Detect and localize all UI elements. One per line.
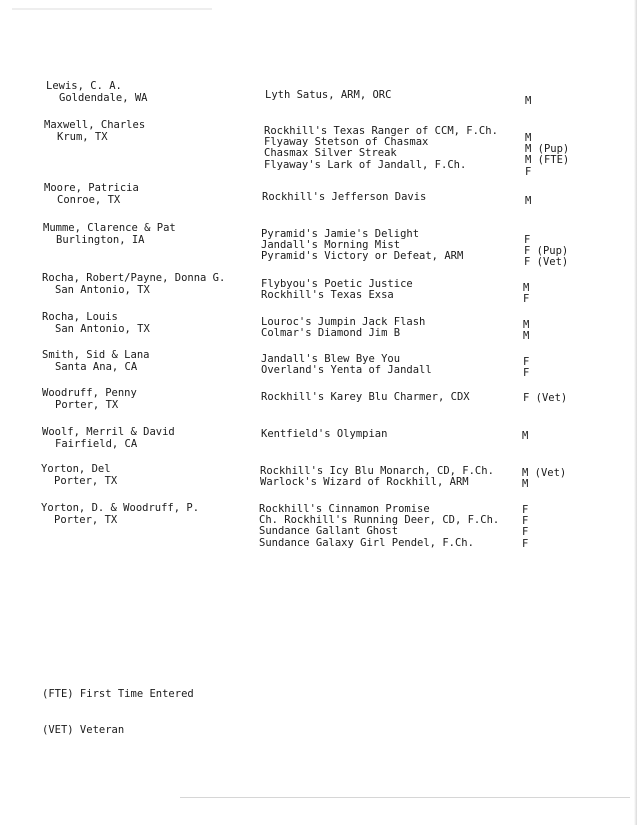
dog-sex: F (Vet) [523,392,568,404]
owner-city: Krum, TX [57,131,108,143]
dog-sex: F [522,515,529,528]
dog-name: Overland's Yenta of Jandall [261,364,432,377]
dog-list [262,192,426,203]
dog-list [261,354,432,376]
dog-name: Lyth Satus, ARM, ORC [265,89,392,101]
owner-name: Moore, Patricia [44,182,139,194]
owner [41,463,117,487]
owner-city: Porter, TX [54,514,118,526]
dog-name: Rockhill's Karey Blu Charmer, CDX [261,391,470,403]
owner [43,222,176,246]
owner [42,387,137,411]
owner-city: Santa Ana, CA [55,361,138,373]
dog-sex: F [523,367,530,380]
dog-name: Pyramid's Victory or Defeat, ARM [261,250,464,263]
sex-list [523,320,529,342]
dog-name: Pyramid's Jamie's Delight [261,228,420,240]
dog-list [259,504,499,549]
sex-list [525,133,569,178]
dog-list [261,229,463,263]
dog-sex: M [525,132,532,144]
scan-artifact [12,8,212,10]
dog-list [261,317,425,339]
owner-city: Goldendale, WA [59,92,148,104]
dog-sex: F [523,293,530,306]
dog-name: Colmar's Diamond Jim B [261,327,401,340]
dog-list [260,466,494,488]
legend [42,664,194,760]
owner-name: Maxwell, Charles [44,119,146,131]
owner-name: Woodruff, Penny [42,387,137,399]
sex-list [524,235,568,269]
dog-name: Jandall's Blew Bye You [261,353,401,365]
owner-city: San Antonio, TX [55,284,150,296]
owner [41,502,199,526]
dog-sex: F [522,526,529,539]
dog-sex: M (FTE) [525,154,570,167]
dog-sex: F [524,234,531,246]
dog-name: Rockhill's Texas Exsa [261,289,394,302]
owner-name: Lewis, C. A. [46,80,122,92]
dog-name: Warlock's Wizard of Rockhill, ARM [260,476,469,489]
dog-name: Louroc's Jumpin Jack Flash [261,316,426,328]
dog-name: Sundance Galaxy Girl Pendel, F.Ch. [259,536,474,549]
owner-name: Mumme, Clarence & Pat [43,222,176,234]
owner [42,272,225,296]
owner [42,426,175,450]
owner [42,349,149,373]
dog-sex: F [522,537,529,550]
owner-city: Burlington, IA [56,234,145,246]
dog-list [265,90,391,101]
owner-city: Conroe, TX [57,194,121,206]
dog-sex: M (Pup) [525,143,570,156]
owner-city: Porter, TX [54,475,118,487]
dog-sex: F [522,504,529,516]
dog-sex: F (Vet) [524,256,569,269]
sex-list [522,505,528,550]
owner-name: Yorton, Del [41,463,111,475]
owner-city: Porter, TX [55,399,119,411]
owner [46,80,148,104]
dog-name: Flyaway Stetson of Chasmax [264,136,429,149]
sex-list [522,431,528,442]
dog-name: Kentfield's Olympian [261,428,388,440]
sex-list [523,357,529,379]
dog-sex: M (Vet) [522,467,567,479]
owner-name: Smith, Sid & Lana [42,349,150,361]
dog-sex: M [522,430,529,442]
sex-list [523,283,529,305]
dog-sex: M [525,95,532,107]
dog-name: Rockhill's Icy Blu Monarch, CD, F.Ch. [260,465,494,477]
sex-list [525,96,531,107]
dog-sex: F [523,356,530,368]
dog-sex: F (Pup) [524,245,569,258]
dog-name: Rockhill's Cinnamon Promise [259,503,430,515]
sex-list [525,196,531,207]
owner-name: Rocha, Louis [42,311,118,323]
dog-sex: M [523,319,530,331]
dog-sex: F [525,165,532,178]
owner-name: Yorton, D. & Woodruff, P. [41,502,200,514]
sex-list [522,468,566,490]
scan-artifact [180,797,630,798]
dog-sex: M [523,282,530,294]
dog-list [264,126,498,171]
dog-list [261,279,413,301]
owner [42,311,150,335]
dog-name: Rockhill's Texas Ranger of CCM, F.Ch. [264,125,498,137]
owner [44,182,139,206]
dog-name: Rockhill's Jefferson Davis [262,191,427,203]
owner-city: Fairfield, CA [55,438,138,450]
dog-name: Flyaway's Lark of Jandall, F.Ch. [264,158,467,171]
owner [44,119,145,143]
dog-list [261,392,470,403]
sex-list [523,393,567,404]
dog-list [261,429,387,440]
owner-name: Woolf, Merril & David [42,426,175,438]
dog-name: Ch. Rockhill's Running Deer, CD, F.Ch. [259,514,500,527]
dog-sex: M [522,478,529,491]
dog-sex: M [525,195,532,207]
legend-item-vet: (VET) Veteran [42,724,125,736]
dog-name: Flybyou's Poetic Justice [261,278,413,290]
legend-item-fte: (FTE) First Time Entered [42,688,194,700]
owner-city: San Antonio, TX [55,323,150,335]
dog-name: Sundance Gallant Ghost [259,525,399,538]
dog-sex: M [523,330,530,343]
dog-name: Chasmax Silver Streak [264,147,397,160]
owner-name: Rocha, Robert/Payne, Donna G. [42,272,226,284]
dog-name: Jandall's Morning Mist [261,239,401,252]
